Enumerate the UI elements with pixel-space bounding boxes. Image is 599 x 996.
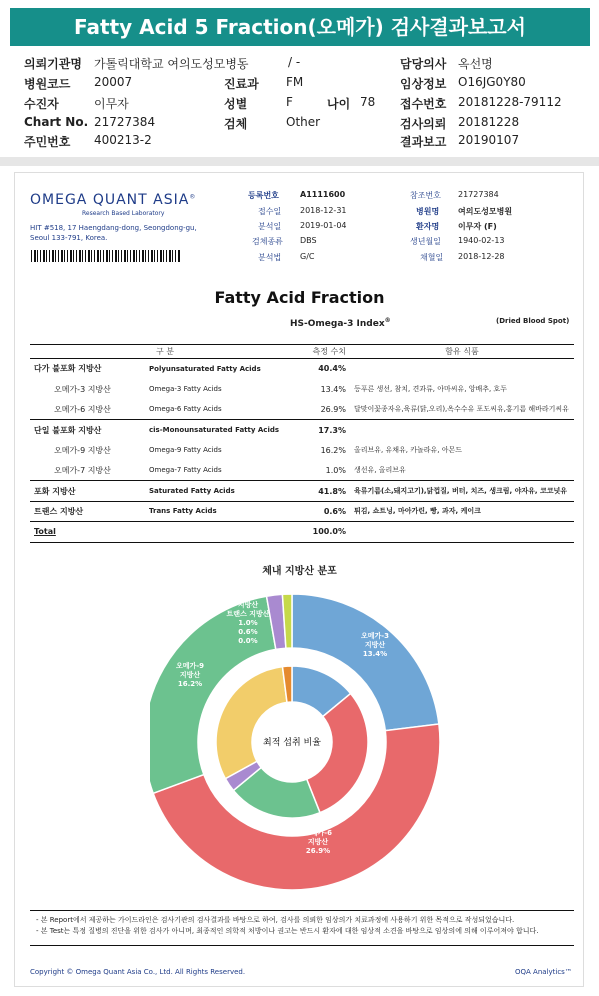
row-english: Trans Fatty Acids [145, 501, 300, 521]
row-category: 단일 불포화 지방산 [30, 420, 145, 440]
header-foods: 함유 식품 [350, 345, 574, 359]
row-category: 포화 지방산 [30, 481, 145, 501]
outer-slice [292, 594, 439, 731]
lab-address-line1: HIT #518, 17 Haengdang-dong, Seongdong-gu, [30, 224, 197, 232]
draw-value: 2018-12-28 [458, 252, 505, 261]
spec-value: DBS [300, 236, 317, 245]
row-category: 오메가-3 지방산 [54, 384, 111, 394]
header-value: 400213-2 [94, 133, 152, 147]
header-value: 20007 [94, 75, 133, 89]
row-foods: 육류기름(소,돼지고기),닭껍질, 버터, 치즈, 생크림, 야자유, 코코넛유 [350, 481, 574, 501]
chart-title: 체내 지방산 분포 [262, 566, 337, 577]
header-label: 접수번호 [400, 97, 447, 111]
header-label: 임상정보 [400, 77, 447, 91]
row-foods [350, 420, 574, 440]
row-english [145, 522, 300, 542]
table-header-row [30, 345, 574, 359]
birth-value: 1940-02-13 [458, 236, 505, 245]
header-value: 가톨릭대학교 여의도성모병동 [94, 57, 249, 71]
row-value: 17.3% [300, 420, 350, 440]
row-foods: 생선유, 올리브유 [354, 466, 406, 475]
recv-label: 접수일 [258, 207, 282, 216]
birth-label: 생년월일 [410, 237, 441, 246]
recv-value: 2018-12-31 [300, 206, 347, 215]
header-label: 주민번호 [24, 135, 71, 149]
draw-label: 채혈일 [420, 253, 444, 262]
row-foods: 올리브유, 유채유, 카놀라유, 아몬드 [354, 446, 463, 455]
header-value: 이무자 [94, 97, 129, 111]
distribution-donut-chart [150, 590, 450, 890]
ref-value: 21727384 [458, 190, 499, 199]
header-label: 병원코드 [24, 77, 71, 91]
inner-slice [216, 667, 287, 779]
index-name [290, 317, 391, 329]
header-value: / - [288, 55, 301, 69]
row-english: Omega-6 Fatty Acids [149, 405, 222, 414]
anal-label: 분석일 [258, 222, 282, 231]
lab-tagline: Research Based Laboratory [82, 210, 165, 217]
method-value: G/C [300, 252, 315, 261]
table-row [30, 481, 574, 501]
row-english: Omega-3 Fatty Acids [149, 385, 222, 394]
row-english: Omega-9 Fatty Acids [149, 446, 222, 455]
chart-slice-label: 오메가-9 지방산 16.2% [175, 662, 205, 688]
row-category: 다가 불포화 지방산 [34, 364, 102, 374]
table-row [30, 501, 574, 521]
sample-type: (Dried Blood Spot) [496, 317, 570, 325]
header-value: 21727384 [94, 115, 156, 129]
ref-label: 참조번호 [410, 191, 441, 200]
row-value: 40.4% [318, 364, 346, 374]
header-label: 검사의뢰 [400, 117, 447, 131]
footer-brand: OQA Analytics™ [515, 968, 572, 976]
header-value: 측정 수치 [300, 345, 350, 359]
table-row [30, 420, 574, 440]
chart-slice-label: 오메가-3 지방산 13.4% [360, 632, 390, 658]
section-separator [0, 157, 599, 166]
header-label: 성별 [224, 97, 248, 111]
hosp-value: 여의도성모병원 [458, 207, 513, 216]
row-foods: 달맞이꽃종자유,육류(닭,오리),옥수수유 포도씨유,홍기름 해바라기씨유 [354, 405, 569, 414]
header-value: Other [286, 115, 321, 129]
row-english: Polyunsaturated Fatty Acids [149, 364, 261, 373]
row-category: 트랜스 지방산 [30, 501, 145, 521]
note-line: - 본 Report에서 제공하는 가이드라인은 검사기관의 검사결과를 바탕으로 하여, 검사를 의뢰한 임상의가 치료과정에 사용하기 위한 목적으로 작성되었습니다. [36, 916, 515, 924]
header-value: FM [286, 75, 304, 89]
note-line: - 본 Test는 특정 질병의 진단을 위한 검사가 아니며, 최종적인 의학적 처방이나 권고는 반드시 환자에 대한 임상적 소견을 바탕으로 임상의에 의해 이루어져야 합니다. [36, 927, 539, 935]
method-label: 분석법 [258, 253, 282, 262]
chart-slice-label: 지방산 트랜스 지방산 1.0% 0.6% 0.0% [226, 601, 270, 645]
notes-box [30, 910, 574, 946]
header-value: 20181228-79112 [458, 95, 562, 109]
row-value: 0.6% [300, 501, 350, 521]
row-value: 41.8% [300, 481, 350, 501]
lab-logo [30, 192, 196, 208]
index-name-text: HS-Omega-3 Index [290, 319, 385, 329]
row-value: 13.4% [320, 384, 346, 394]
header-value: 20181228 [458, 115, 520, 129]
table-row [30, 522, 574, 542]
row-foods: 튀김, 쇼트닝, 마아가린, 빵, 과자, 케이크 [350, 501, 574, 521]
chart-slice-label: 오메가-6 지방산 26.9% [303, 829, 333, 855]
header-value: O16JG0Y80 [458, 75, 526, 89]
section-title: Fatty Acid Fraction [214, 288, 385, 307]
header-value: 78 [360, 95, 376, 109]
header-label: 결과보고 [400, 135, 447, 149]
patient-label: 환자명 [416, 222, 440, 231]
row-value: 1.0% [325, 465, 346, 475]
row-value: 16.2% [320, 445, 346, 455]
chart-center-label: 최적 섭취 비율 [263, 738, 321, 748]
reg-label: 등록번호 [248, 191, 279, 200]
spec-label: 검체종류 [252, 237, 283, 246]
inner-slice [307, 694, 368, 813]
row-english: Saturated Fatty Acids [145, 481, 300, 501]
header-label: 검체 [224, 117, 248, 131]
reg-value: A1111600 [300, 190, 346, 199]
header-value: 20190107 [458, 133, 520, 147]
report-title: Fatty Acid 5 Fraction(오메가) 검사결과보고서 [10, 8, 590, 46]
header-label: Chart No. [24, 115, 89, 129]
lab-logo-text: OMEGA QUANT ASIA [30, 192, 190, 208]
barcode [31, 250, 181, 262]
lab-address-line2: Seoul 133-791, Korea. [30, 234, 108, 242]
hosp-label: 병원명 [416, 207, 440, 216]
row-category: 오메가-7 지방산 [54, 465, 111, 475]
table-row [30, 379, 574, 399]
row-category: 오메가-9 지방산 [54, 445, 111, 455]
row-english: Omega-7 Fatty Acids [149, 466, 222, 475]
row-foods [350, 359, 574, 379]
lab-logo-tm: ® [189, 193, 197, 201]
fatty-acid-table [30, 344, 574, 543]
anal-value: 2019-01-04 [300, 221, 347, 230]
header-value: 옥선명 [458, 57, 493, 71]
footer-copyright: Copyright © Omega Quant Asia Co., Ltd. All Rights Reserved. [30, 968, 246, 976]
row-category: 오메가-6 지방산 [54, 404, 111, 414]
header-category: 구 분 [30, 345, 300, 359]
table-row [30, 460, 574, 480]
header-label: 의뢰기관명 [24, 57, 82, 71]
row-foods: 등푸른 생선, 참치, 견과류, 아마씨유, 앙배추, 호두 [354, 385, 507, 394]
row-category: Total [30, 522, 145, 542]
header-label: 진료과 [224, 77, 259, 91]
header-label: 나이 [327, 97, 351, 111]
table-row [30, 399, 574, 419]
index-sup: ® [384, 317, 391, 324]
table-row [30, 359, 574, 379]
row-value: 26.9% [320, 404, 346, 414]
header-label: 담당의사 [400, 57, 447, 71]
row-value: 100.0% [300, 522, 350, 542]
row-english: cis-Monounsaturated Fatty Acids [145, 420, 300, 440]
table-row [30, 440, 574, 460]
header-label: 수진자 [24, 97, 59, 111]
row-foods [350, 522, 574, 542]
patient-value: 이무자 (F) [458, 222, 497, 231]
header-value: F [286, 95, 293, 109]
